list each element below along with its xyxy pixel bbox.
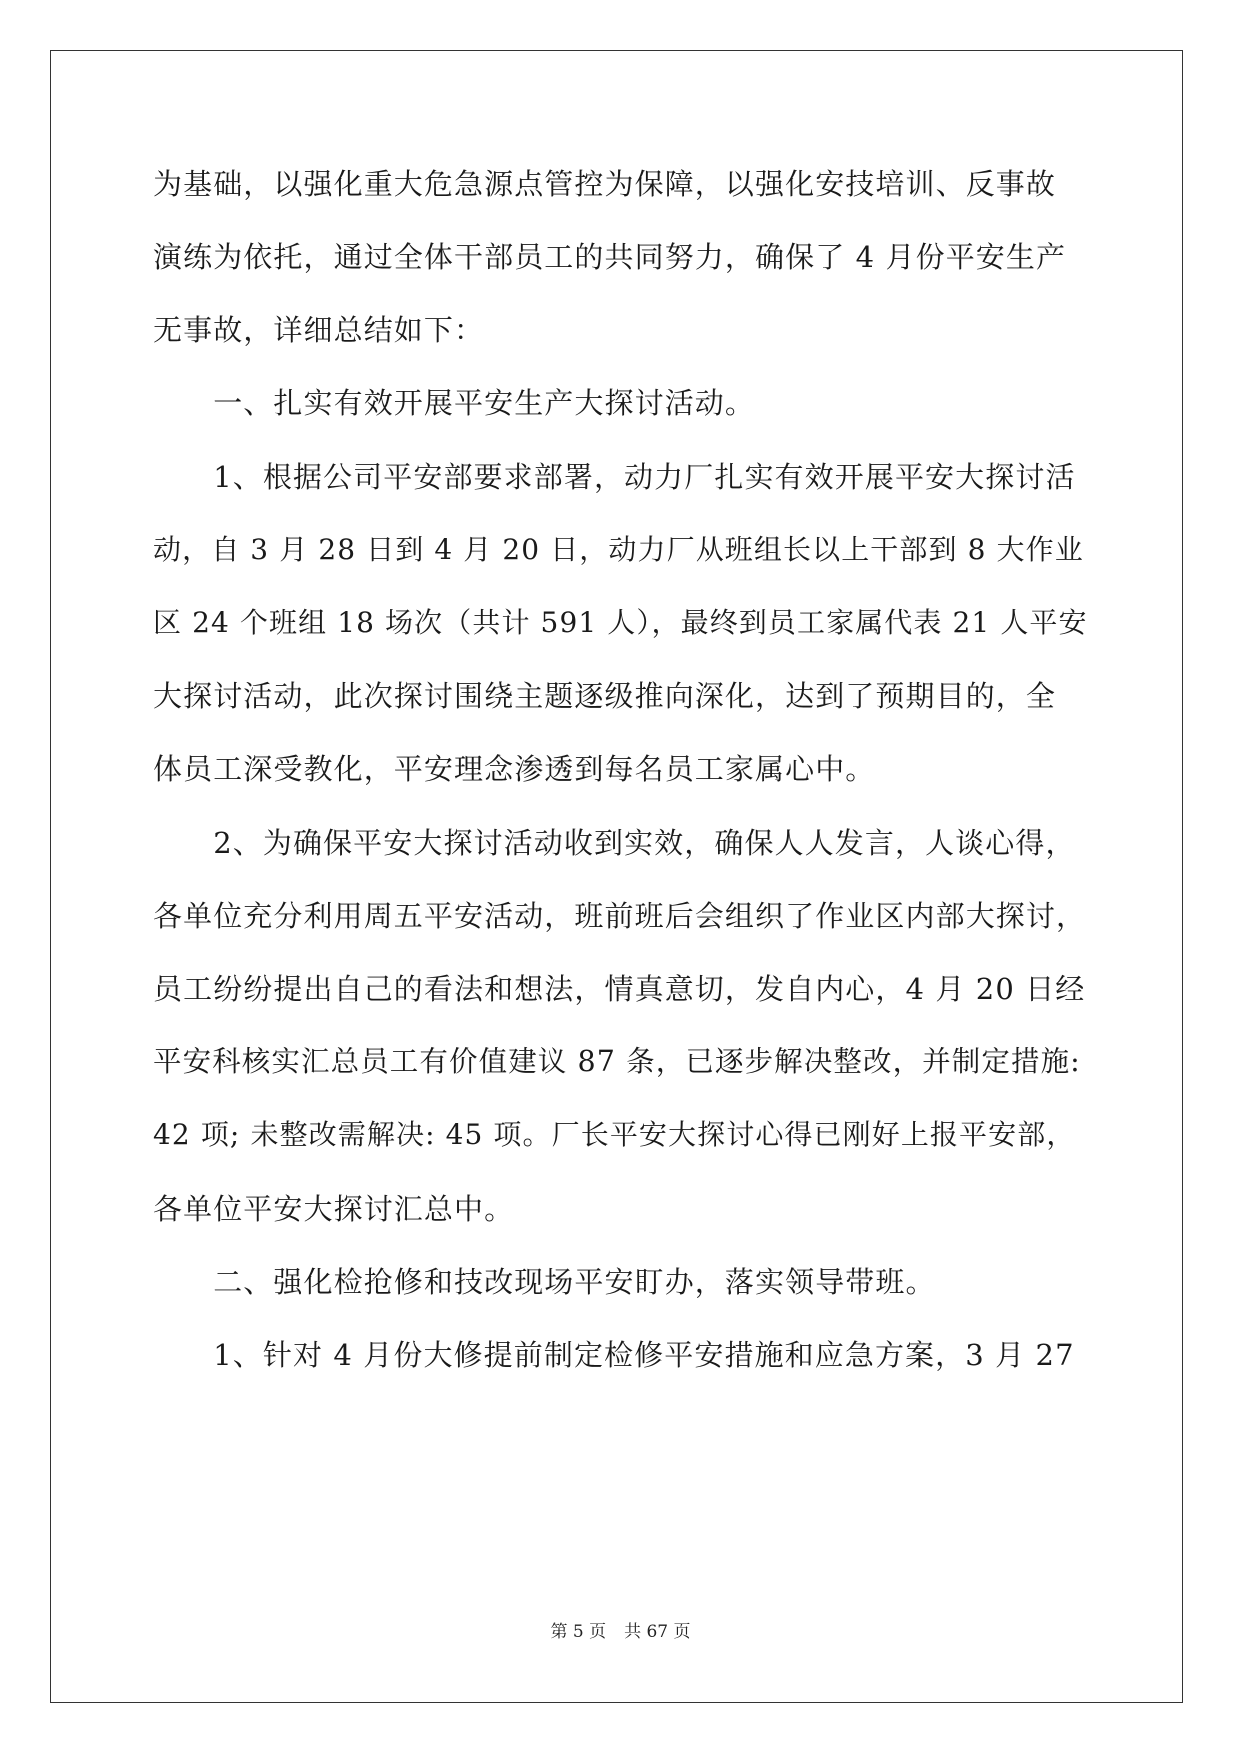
text-line-1: 为基础，以强化重大危急源点管控为保障，以强化安技培训、反事故	[153, 167, 1057, 201]
text-line-15: 各单位平安大探讨汇总中。	[153, 1192, 515, 1226]
text-line-5: 1、根据公司平安部要求部署，动力厂扎实有效开展平安大探讨活	[153, 460, 1076, 494]
text-line-7: 区 24 个班组 18 场次（共计 591 人），最终到员工家属代表 21 人平安	[153, 606, 1088, 639]
page-footer	[0, 1620, 1241, 1644]
text-line-14: 42 项; 未整改需解决: 45 项。厂长平安大探讨心得已刚好上报平安部，	[153, 1118, 1076, 1151]
text-line-10: 2、为确保平安大探讨活动收到实效，确保人人发言，人谈心得，	[153, 826, 1076, 860]
page-total: 共 67 页	[624, 1622, 691, 1642]
text-line-3: 无事故，详细总结如下：	[153, 313, 485, 347]
text-line-11: 各单位充分利用周五平安活动，班前班后会组织了作业区内部大探讨，	[153, 899, 1087, 933]
text-line-2: 演练为依托，通过全体干部员工的共同努力，确保了 4 月份平安生产	[153, 240, 1067, 274]
text-line-12: 员工纷纷提出自己的看法和想法，情真意切，发自内心，4 月 20 日经	[153, 972, 1086, 1006]
text-line-8: 大探讨活动，此次探讨围绕主题逐级推向深化，达到了预期目的，全	[153, 679, 1057, 713]
text-line-16: 二、强化检抢修和技改现场平安盯办，落实领导带班。	[153, 1265, 936, 1299]
text-line-6: 动，自 3 月 28 日到 4 月 20 日，动力厂从班组长以上干部到 8 大作业	[153, 533, 1084, 566]
text-line-9: 体员工深受教化，平安理念渗透到每名员工家属心中。	[153, 752, 876, 786]
text-line-13: 平安科核实汇总员工有价值建议 87 条，已逐步解决整改，并制定措施:	[153, 1045, 1081, 1078]
text-line-17: 1、针对 4 月份大修提前制定检修平安措施和应急方案，3 月 27	[153, 1338, 1075, 1372]
page-number: 第 5 页	[550, 1622, 607, 1642]
page-border	[50, 50, 1183, 1703]
text-line-4: 一、扎实有效开展平安生产大探讨活动。	[153, 386, 756, 420]
